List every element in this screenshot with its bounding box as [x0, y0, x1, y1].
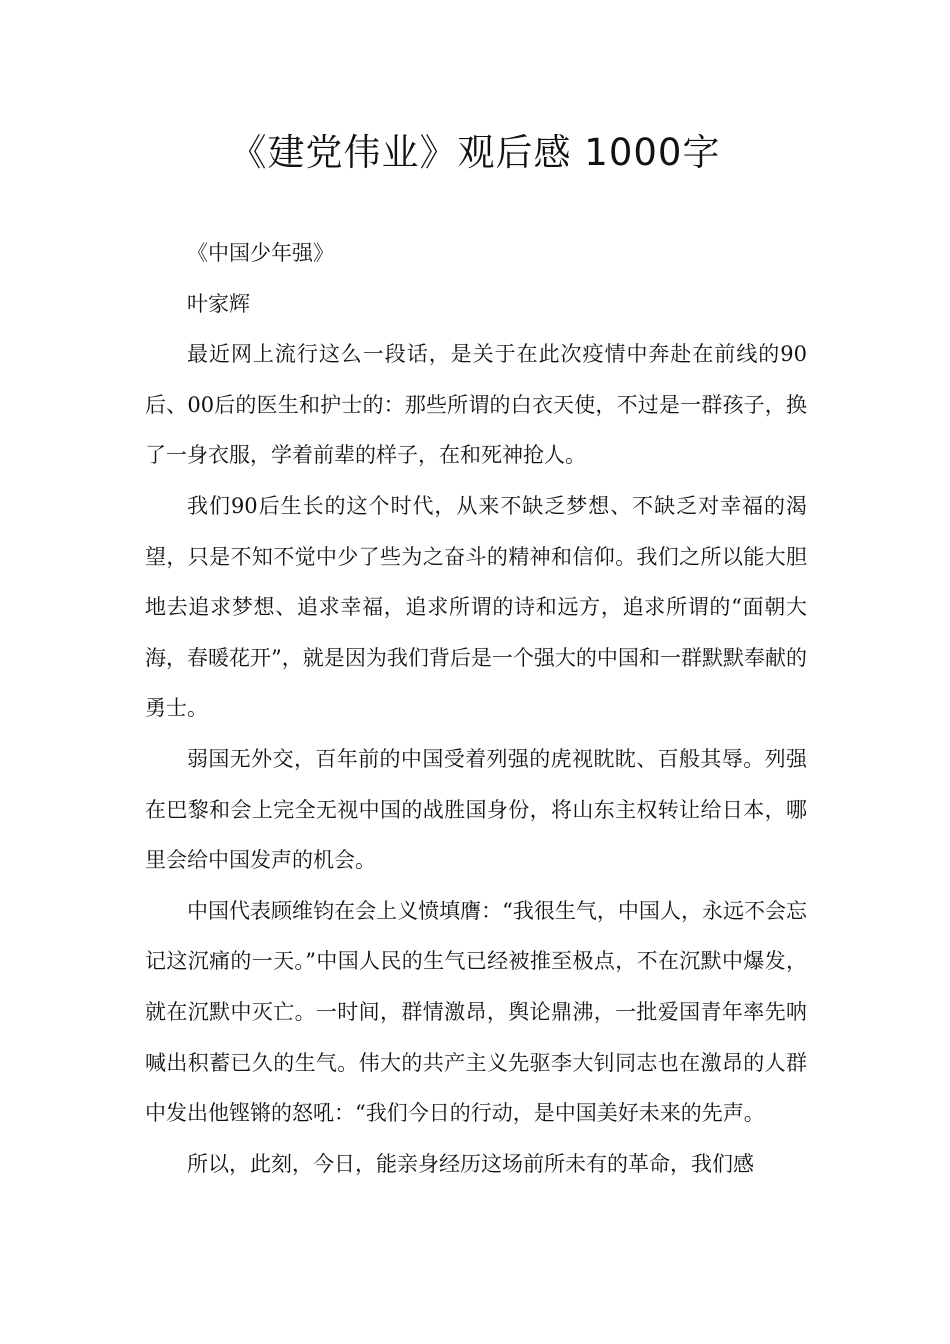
paragraph-3: 弱国无外交，百年前的中国受着列强的虎视眈眈、百般其辱。列强在巴黎和会上完全无视中国的战胜国身份，将山东主权转让给日本，哪里会给中国发声的机会。	[145, 746, 807, 873]
paragraph-1: 最近网上流行这么一段话，是关于在此次疫情中奔赴在前线的90后、00后的医生和护士的：那些所谓的白衣天使，不过是一群孩子，换了一身衣服，学着前辈的样子，在和死神抢人。	[145, 342, 807, 468]
paragraph-2: 我们90后生长的这个时代，从来不缺乏梦想、不缺乏对幸福的渴望，只是不知不觉中少了些为之奋斗的精神和信仰。我们之所以能大胆地去追求梦想、追求幸福，追求所谓的诗和远方，追求所谓的“面朝大海，春暖花开”，就是因为我们背后是一个强大的中国和一群默默奉献的勇士。	[145, 493, 807, 721]
author-name: 叶家辉	[187, 291, 250, 316]
paragraph-4: 中国代表顾维钧在会上义愤填膺：“我很生气，中国人，永远不会忘记这沉痛的一天。”中国人民的生气已经被推至极点，不在沉默中爆发，就在沉默中灭亡。一时间，群情激昂，舆论鼎沸，一批爱国青年率先呐喊出积蓄已久的生气。伟大的共产主义先驱李大钊同志也在激昂的人群中发出他铿锵的怒吼：“我们今日的行动，是中国美好未来的先声。	[145, 898, 807, 1126]
document-body	[145, 228, 807, 1189]
document-title: 《建党伟业》观后感 1000字	[229, 131, 721, 174]
paragraph-5: 所以，此刻，今日，能亲身经历这场前所未有的革命，我们感	[187, 1151, 754, 1176]
subtitle: 《中国少年强》	[187, 241, 334, 265]
